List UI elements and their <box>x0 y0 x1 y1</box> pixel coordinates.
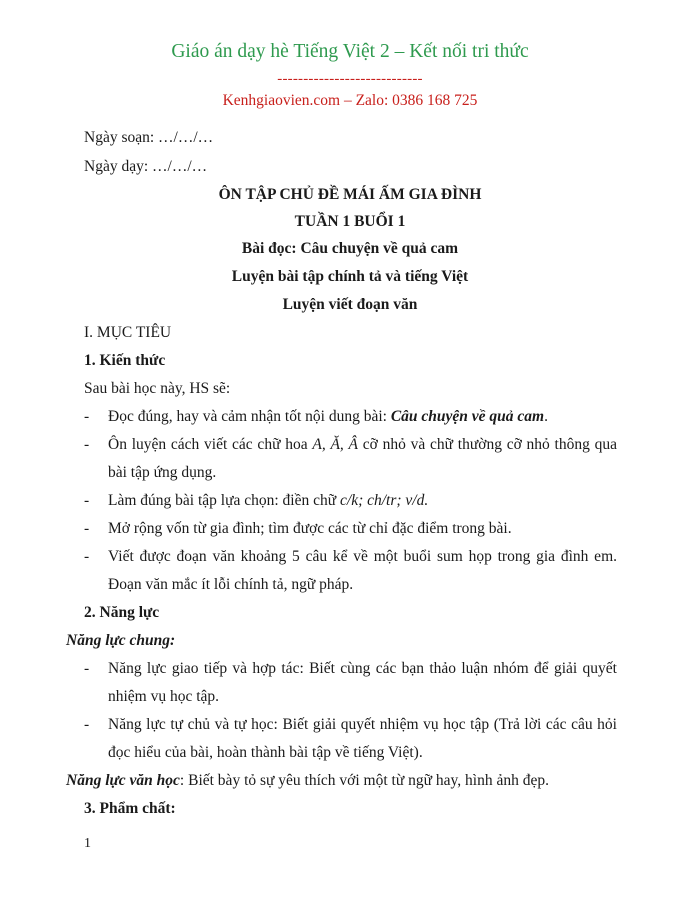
bullet-3-letters: c/k; ch/tr; v/d. <box>340 492 429 509</box>
header-divider: ---------------------------- <box>277 71 423 87</box>
general-bullet-1-line-1: Năng lực giao tiếp và hợp tác: Biết cùng các bạn thảo luận nhóm để giải quyết <box>108 660 617 677</box>
lesson-title <box>0 240 700 258</box>
header-subtitle: Kenhgiaovien.com – Zalo: 0386 168 725 <box>222 92 478 109</box>
quality-heading: 3. Phẩm chất: <box>84 800 176 817</box>
bullet-marker: - <box>84 408 90 425</box>
date-prepared: Ngày soạn: …/…/… <box>84 129 214 146</box>
bullet-1-end: . <box>544 408 548 425</box>
bullet-marker: - <box>84 492 90 509</box>
bullet-2-letters: A, Ă, Â <box>312 436 359 453</box>
general-bullet-2-line-1: Năng lực tự chủ và tự học: Biết giải quyết nhiệm vụ học tập (Trả lời các câu hỏi <box>108 716 617 733</box>
header-title: Giáo án dạy hè Tiếng Việt 2 – Kết nối tri thức <box>171 41 529 62</box>
bullet-marker: - <box>84 520 90 537</box>
knowledge-bullet-5-line-2: Đoạn văn mắc ít lỗi chính tả, ngữ pháp. <box>108 576 354 593</box>
knowledge-bullet-5-line-1: Viết được đoạn văn khoảng 5 câu kể về một buổi sum họp trong gia đình em. <box>108 548 617 565</box>
lesson-name: Câu chuyện về quả cam <box>300 240 459 257</box>
bullet-marker: - <box>84 660 90 677</box>
general-bullet-1-line-2: nhiệm vụ học tập. <box>108 688 220 705</box>
knowledge-bullet-3 <box>108 492 428 510</box>
knowledge-bullet-4: Mở rộng vốn từ gia đình; tìm được các từ chỉ đặc điểm trong bài. <box>108 520 512 537</box>
lesson-prefix: Bài đọc: <box>241 240 301 257</box>
date-taught: Ngày dạy: …/…/… <box>84 158 208 175</box>
practice-title: Luyện bài tập chính tả và tiếng Việt <box>231 268 469 285</box>
knowledge-bullet-2-line-1 <box>108 436 617 454</box>
literary-text: : Biết bày tỏ sự yêu thích với một từ ngữ hay, hình ảnh đẹp. <box>179 772 549 789</box>
bullet-3-text: Làm đúng bài tập lựa chọn: điền chữ <box>108 492 341 509</box>
general-bullet-2-line-2: đọc hiểu của bài, hoàn thành bài tập về tiếng Việt). <box>108 744 423 761</box>
literary-label: Năng lực văn học <box>66 772 180 789</box>
week-title: TUẦN 1 BUỔI 1 <box>294 213 406 230</box>
ability-heading: 2. Năng lực <box>84 604 160 621</box>
page-number: 1 <box>84 836 91 851</box>
main-title: ÔN TẬP CHỦ ĐỀ MÁI ẤM GIA ĐÌNH <box>218 186 482 203</box>
bullet-1-text: Đọc đúng, hay và cảm nhận tốt nội dung bài: <box>108 408 391 425</box>
bullet-2-text-a: Ôn luyện cách viết các chữ hoa <box>108 436 313 453</box>
bullet-2-text-b: cỡ nhỏ và chữ thường cỡ nhỏ thông qua <box>358 436 617 453</box>
bullet-1-title: Câu chuyện về quả cam <box>390 408 545 425</box>
intro-text: Sau bài học này, HS sẽ: <box>84 380 231 397</box>
general-ability-heading: Năng lực chung: <box>66 632 176 649</box>
bullet-marker: - <box>84 548 90 565</box>
knowledge-bullet-1 <box>108 408 548 426</box>
writing-title: Luyện viết đoạn văn <box>282 296 418 313</box>
literary-ability <box>66 772 549 790</box>
bullet-marker: - <box>84 436 90 453</box>
section-heading-objectives: I. MỤC TIÊU <box>84 324 172 341</box>
bullet-marker: - <box>84 716 90 733</box>
knowledge-heading: 1. Kiến thức <box>84 352 166 369</box>
knowledge-bullet-2-line-2: bài tập ứng dụng. <box>108 464 217 481</box>
